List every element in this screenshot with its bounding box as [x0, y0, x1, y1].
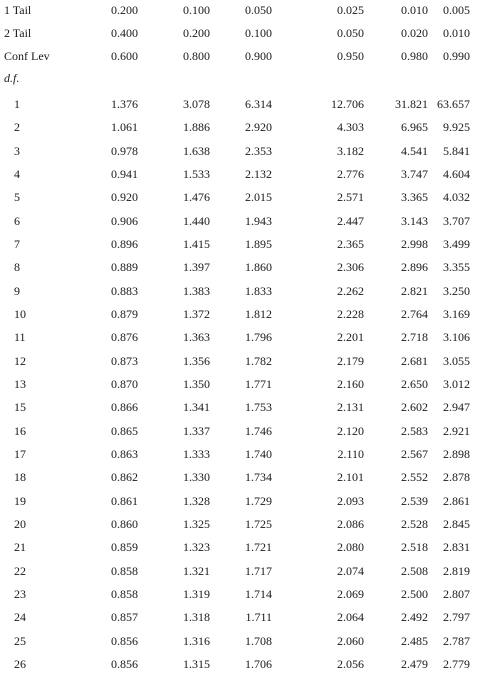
table-cell: 2.492 — [401, 610, 428, 625]
table-cell: 2.064 — [337, 610, 364, 625]
table-cell: 0.010 — [443, 26, 470, 40]
table-cell: 2.479 — [401, 656, 428, 671]
table-cell: 2.093 — [337, 493, 364, 508]
table-row — [0, 586, 485, 602]
table-cell: 0.050 — [337, 26, 364, 40]
table-cell: 0.200 — [183, 26, 210, 40]
table-cell: 0.950 — [337, 49, 364, 63]
table-cell: 2.764 — [401, 307, 428, 321]
table-cell: 2.110 — [337, 446, 364, 461]
table-cell: 2.074 — [337, 563, 364, 578]
header-row-conf-lev — [0, 48, 485, 64]
table-cell: 3.143 — [401, 213, 428, 228]
table-cell: 0.906 — [111, 213, 138, 228]
table-cell: 2.056 — [337, 656, 364, 671]
table-cell: 0.978 — [111, 143, 138, 158]
table-cell: 2.583 — [401, 423, 428, 438]
table-cell: 0.800 — [183, 49, 210, 63]
table-row — [0, 609, 485, 625]
table-row — [0, 539, 485, 555]
table-cell: 2.201 — [337, 330, 364, 345]
table-cell: 1.740 — [245, 446, 272, 461]
table-cell: 3.747 — [401, 167, 428, 181]
table-cell: 2.821 — [401, 283, 428, 298]
table-cell: 2.898 — [443, 446, 470, 461]
table-cell: 0.920 — [111, 190, 138, 205]
table-cell: 0.896 — [111, 237, 138, 251]
table-cell: 2.896 — [401, 260, 428, 275]
table-cell: 0.866 — [111, 400, 138, 415]
table-cell: 1.337 — [183, 423, 210, 438]
table-cell: 2.015 — [245, 190, 272, 205]
df-header-row — [0, 70, 485, 86]
table-cell: 1.895 — [245, 237, 272, 251]
table-cell: 12.706 — [331, 97, 364, 111]
table-cell: 0.025 — [337, 3, 364, 17]
table-cell: 1.708 — [245, 633, 272, 648]
table-cell: 2.500 — [401, 586, 428, 601]
table-cell: 2.365 — [337, 237, 364, 251]
df-value: 15 — [14, 400, 26, 415]
table-cell: 6.965 — [401, 120, 428, 135]
table-cell: 0.862 — [111, 470, 138, 485]
table-row — [0, 376, 485, 392]
table-row — [0, 329, 485, 345]
df-value: 3 — [14, 143, 20, 158]
table-cell: 2.552 — [401, 470, 428, 485]
table-cell: 0.873 — [111, 353, 138, 368]
table-cell: 2.571 — [337, 190, 364, 205]
table-cell: 1.734 — [245, 470, 272, 485]
table-cell: 1.061 — [111, 120, 138, 135]
table-cell: 0.856 — [111, 633, 138, 648]
table-cell: 0.870 — [111, 377, 138, 391]
table-cell: 0.859 — [111, 540, 138, 555]
table-cell: 3.055 — [443, 353, 470, 368]
table-cell: 1.356 — [183, 353, 210, 368]
table-cell: 0.876 — [111, 330, 138, 345]
table-cell: 1.318 — [183, 610, 210, 625]
table-cell: 3.169 — [443, 307, 470, 321]
table-cell: 2.998 — [401, 237, 428, 251]
table-cell: 0.941 — [111, 167, 138, 181]
table-row — [0, 283, 485, 299]
df-header: d.f. — [4, 71, 20, 85]
table-row — [0, 143, 485, 159]
table-cell: 1.350 — [183, 377, 210, 391]
df-value: 7 — [14, 237, 20, 251]
table-cell: 0.863 — [111, 446, 138, 461]
table-cell: 3.499 — [443, 237, 470, 251]
table-row — [0, 563, 485, 579]
table-cell: 63.657 — [437, 97, 470, 111]
table-cell: 2.069 — [337, 586, 364, 601]
table-cell: 9.925 — [443, 120, 470, 135]
table-cell: 3.182 — [337, 143, 364, 158]
table-cell: 1.746 — [245, 423, 272, 438]
table-cell: 4.541 — [401, 143, 428, 158]
table-cell: 4.303 — [337, 120, 364, 135]
table-cell: 2.776 — [337, 167, 364, 181]
table-cell: 0.005 — [443, 3, 470, 17]
table-cell: 3.250 — [443, 283, 470, 298]
table-cell: 2.878 — [443, 470, 470, 485]
df-value: 23 — [14, 586, 26, 601]
table-cell: 1.397 — [183, 260, 210, 275]
table-cell: 1.319 — [183, 586, 210, 601]
table-cell: 5.841 — [443, 143, 470, 158]
table-cell: 1.860 — [245, 260, 272, 275]
table-cell: 0.857 — [111, 610, 138, 625]
df-value: 5 — [14, 190, 20, 205]
table-cell: 2.831 — [443, 540, 470, 555]
table-cell: 1.476 — [183, 190, 210, 205]
table-row — [0, 96, 485, 112]
table-cell: 0.980 — [401, 49, 428, 63]
table-row — [0, 633, 485, 649]
table-cell: 0.600 — [111, 49, 138, 63]
table-cell: 2.528 — [401, 516, 428, 531]
table-cell: 0.020 — [401, 26, 428, 40]
table-row — [0, 353, 485, 369]
table-cell: 1.638 — [183, 143, 210, 158]
table-cell: 0.990 — [443, 49, 470, 63]
table-cell: 2.447 — [337, 213, 364, 228]
table-cell: 1.812 — [245, 307, 272, 321]
table-row — [0, 306, 485, 322]
table-cell: 0.200 — [111, 3, 138, 17]
table-cell: 4.032 — [443, 190, 470, 205]
table-cell: 1.943 — [245, 213, 272, 228]
table-cell: 0.883 — [111, 283, 138, 298]
table-cell: 1.771 — [245, 377, 272, 391]
table-cell: 2.567 — [401, 446, 428, 461]
table-cell: 3.106 — [443, 330, 470, 345]
table-row — [0, 399, 485, 415]
table-cell: 1.363 — [183, 330, 210, 345]
df-value: 20 — [14, 516, 26, 531]
table-cell: 1.321 — [183, 563, 210, 578]
df-value: 10 — [14, 307, 26, 321]
table-cell: 2.797 — [443, 610, 470, 625]
table-cell: 2.819 — [443, 563, 470, 578]
table-cell: 0.858 — [111, 586, 138, 601]
df-value: 2 — [14, 120, 20, 135]
table-cell: 2.920 — [245, 120, 272, 135]
header-row-two-tail — [0, 25, 485, 41]
table-cell: 1.711 — [245, 610, 272, 625]
table-cell: 2.787 — [443, 633, 470, 648]
table-cell: 1.753 — [245, 400, 272, 415]
table-cell: 1.717 — [245, 563, 272, 578]
table-cell: 0.858 — [111, 563, 138, 578]
table-cell: 1.721 — [245, 540, 272, 555]
table-cell: 0.900 — [245, 49, 272, 63]
table-cell: 3.078 — [183, 97, 210, 111]
table-cell: 1.729 — [245, 493, 272, 508]
table-row — [0, 446, 485, 462]
table-row — [0, 119, 485, 135]
table-cell: 1.372 — [183, 307, 210, 321]
table-cell: 2.160 — [337, 377, 364, 391]
table-row — [0, 166, 485, 182]
table-cell: 1.330 — [183, 470, 210, 485]
table-cell: 1.376 — [111, 97, 138, 111]
table-cell: 2.539 — [401, 493, 428, 508]
df-value: 18 — [14, 470, 26, 485]
table-cell: 2.080 — [337, 540, 364, 555]
table-row — [0, 423, 485, 439]
table-cell: 1.316 — [183, 633, 210, 648]
table-cell: 2.179 — [337, 353, 364, 368]
df-value: 12 — [14, 353, 26, 368]
table-cell: 1.440 — [183, 213, 210, 228]
df-value: 26 — [14, 656, 26, 671]
table-cell: 0.856 — [111, 656, 138, 671]
df-value: 1 — [14, 97, 20, 111]
df-value: 21 — [14, 540, 26, 555]
table-cell: 1.833 — [245, 283, 272, 298]
table-cell: 3.012 — [443, 377, 470, 391]
table-cell: 1.415 — [183, 237, 210, 251]
table-row — [0, 656, 485, 672]
table-row — [0, 516, 485, 532]
table-cell: 2.060 — [337, 633, 364, 648]
table-cell: 2.518 — [401, 540, 428, 555]
table-cell: 0.889 — [111, 260, 138, 275]
table-cell: 0.861 — [111, 493, 138, 508]
table-row — [0, 493, 485, 509]
df-value: 24 — [14, 610, 26, 625]
table-cell: 1.886 — [183, 120, 210, 135]
table-cell: 4.604 — [443, 167, 470, 181]
table-row — [0, 213, 485, 229]
table-cell: 2.602 — [401, 400, 428, 415]
table-cell: 2.921 — [443, 423, 470, 438]
table-cell: 2.132 — [245, 167, 272, 181]
table-cell: 2.681 — [401, 353, 428, 368]
df-value: 4 — [14, 167, 20, 181]
table-cell: 0.860 — [111, 516, 138, 531]
table-cell: 0.010 — [401, 3, 428, 17]
table-cell: 2.779 — [443, 656, 470, 671]
table-cell: 2.101 — [337, 470, 364, 485]
table-cell: 1.341 — [183, 400, 210, 415]
table-cell: 1.533 — [183, 167, 210, 181]
table-cell: 2.353 — [245, 143, 272, 158]
table-cell: 3.365 — [401, 190, 428, 205]
table-cell: 2.807 — [443, 586, 470, 601]
table-cell: 1.706 — [245, 656, 272, 671]
df-value: 9 — [14, 283, 20, 298]
table-cell: 2.508 — [401, 563, 428, 578]
table-cell: 2.086 — [337, 516, 364, 531]
table-cell: 2.861 — [443, 493, 470, 508]
table-cell: 0.050 — [245, 3, 272, 17]
df-value: 6 — [14, 213, 20, 228]
table-cell: 0.865 — [111, 423, 138, 438]
table-cell: 2.120 — [337, 423, 364, 438]
df-value: 16 — [14, 423, 26, 438]
table-cell: 2.485 — [401, 633, 428, 648]
table-cell: 2.306 — [337, 260, 364, 275]
df-value: 8 — [14, 260, 20, 275]
table-cell: 0.879 — [111, 307, 138, 321]
table-cell: 3.355 — [443, 260, 470, 275]
df-value: 17 — [14, 446, 26, 461]
table-cell: 0.100 — [183, 3, 210, 17]
row-label: Conf Lev — [4, 49, 50, 63]
table-cell: 3.707 — [443, 213, 470, 228]
table-cell: 1.333 — [183, 446, 210, 461]
table-cell: 0.400 — [111, 26, 138, 40]
table-cell: 6.314 — [245, 97, 272, 111]
table-cell: 2.718 — [401, 330, 428, 345]
table-cell: 1.328 — [183, 493, 210, 508]
table-cell: 2.650 — [401, 377, 428, 391]
table-cell: 2.228 — [337, 307, 364, 321]
table-row — [0, 236, 485, 252]
table-cell: 1.714 — [245, 586, 272, 601]
table-row — [0, 189, 485, 205]
table-cell: 1.323 — [183, 540, 210, 555]
table-cell: 2.262 — [337, 283, 364, 298]
df-value: 25 — [14, 633, 26, 648]
table-cell: 2.131 — [337, 400, 364, 415]
row-label: 2 Tail — [4, 26, 32, 40]
df-value: 11 — [14, 330, 26, 345]
table-cell: 1.796 — [245, 330, 272, 345]
table-cell: 1.725 — [245, 516, 272, 531]
df-value: 19 — [14, 493, 26, 508]
table-cell: 2.845 — [443, 516, 470, 531]
table-cell: 0.100 — [245, 26, 272, 40]
table-cell: 1.315 — [183, 656, 210, 671]
table-cell: 1.325 — [183, 516, 210, 531]
df-value: 13 — [14, 377, 26, 391]
df-value: 22 — [14, 563, 26, 578]
table-cell: 1.782 — [245, 353, 272, 368]
table-cell: 1.383 — [183, 283, 210, 298]
header-row-one-tail — [0, 2, 485, 18]
table-row — [0, 469, 485, 485]
row-label: 1 Tail — [4, 3, 32, 17]
table-cell: 2.947 — [443, 400, 470, 415]
table-cell: 31.821 — [395, 97, 428, 111]
table-row — [0, 259, 485, 275]
